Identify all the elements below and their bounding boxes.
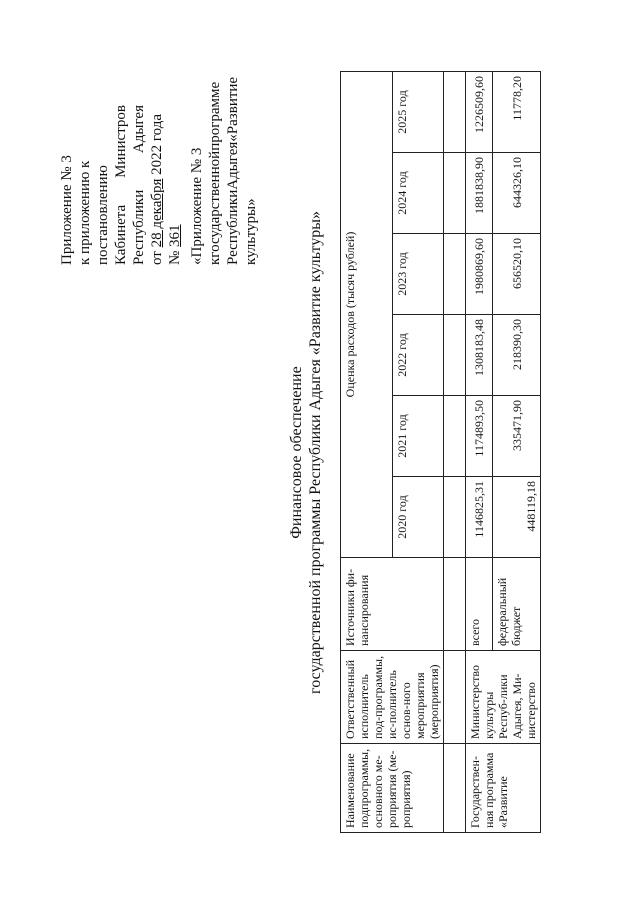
- value-cell: 1980869,60: [466, 234, 493, 315]
- program-line-2-right: программе: [207, 81, 223, 151]
- spacer-cell: [444, 315, 466, 396]
- spacer-cell: [444, 558, 466, 651]
- appendix-line-4-left: Республики: [131, 189, 147, 265]
- appendix-line-3-right: Министров: [113, 105, 129, 178]
- header-year: 2023 год: [392, 234, 444, 315]
- financing-table: [340, 71, 541, 833]
- value-cell: 656520,10: [493, 234, 541, 315]
- spacer-cell: [444, 396, 466, 477]
- appendix-line-4: [130, 105, 148, 265]
- program-line-3-middle: Адыгея: [225, 141, 241, 190]
- decree-prefix: от: [149, 251, 165, 265]
- appendix-header: [58, 105, 184, 265]
- table-row: [466, 72, 493, 833]
- header-year: 2020 год: [392, 477, 444, 558]
- appendix-line-3-left: Кабинета: [113, 204, 129, 265]
- spacer-cell: [444, 477, 466, 558]
- spacer-cell: [444, 234, 466, 315]
- header-estimate: Оценка расходов (тысяч рублей): [341, 72, 393, 558]
- value-cell: 11778,20: [493, 72, 541, 153]
- header-year: 2025 год: [392, 72, 444, 153]
- value-cell: 448119,18: [493, 477, 541, 558]
- value-cell: 1226509,60: [466, 72, 493, 153]
- program-line-2: [206, 81, 224, 265]
- value-cell: 1308183,48: [466, 315, 493, 396]
- appendix-line-3: [112, 105, 130, 265]
- document-title: Финансовое обеспечение: [288, 366, 305, 539]
- value-cell: 218390,30: [493, 315, 541, 396]
- spacer-cell: [444, 651, 466, 744]
- decree-number: 361: [167, 224, 183, 247]
- value-cell: 1174893,50: [466, 396, 493, 477]
- program-header: [188, 76, 260, 265]
- appendix-line-4-right: Адыгея: [131, 105, 147, 154]
- value-cell: 1881838,90: [466, 153, 493, 234]
- source-cell: всего: [466, 558, 493, 651]
- header-year: 2021 год: [392, 396, 444, 477]
- header-year: 2024 год: [392, 153, 444, 234]
- spacer-cell: [444, 153, 466, 234]
- header-source: Источники фи-нансирования: [341, 558, 444, 651]
- decree-date: 28 декабря: [149, 178, 165, 248]
- spacer-cell: [444, 72, 466, 153]
- appendix-line-1: Приложение № 3: [59, 155, 75, 265]
- program-line-1: «Приложение № 3: [189, 147, 205, 265]
- executor-cell: Министерство культуры Респуб-лики Адыгея, Ми-нистерство: [466, 651, 541, 744]
- program-line-3-left: Республики: [225, 189, 241, 265]
- value-cell: 335471,90: [493, 396, 541, 477]
- program-line-2-left: к: [207, 257, 223, 265]
- table-header-row: [341, 72, 393, 833]
- source-cell: федеральный бюджет: [493, 558, 541, 651]
- table-spacer-row: [444, 72, 466, 833]
- program-name-cell: Государствен-ная программа «Развитие: [466, 744, 541, 833]
- appendix-line-5: [148, 105, 184, 265]
- program-line-2-middle: государственной: [207, 150, 223, 258]
- appendix-line-2: к приложению к постановлению: [77, 160, 111, 265]
- spacer-cell: [444, 744, 466, 833]
- program-line-4: культуры»: [243, 198, 259, 265]
- program-line-3: [224, 76, 242, 265]
- header-name: Наименование подпрограммы, основного ме-роприятия (ме-роприятия): [341, 744, 444, 833]
- document-subtitle: государственной программы Республики Адыгея «Развитие культуры»: [307, 211, 324, 694]
- header-year: 2022 год: [392, 315, 444, 396]
- value-cell: 644326,10: [493, 153, 541, 234]
- decree-middle: 2022 года №: [149, 113, 183, 265]
- header-executor: Ответственный исполнитель под-программы, ис-полнитель основ-ного мероприятия (мероприятия): [341, 651, 444, 744]
- value-cell: 1146825,31: [466, 477, 493, 558]
- program-line-3-right: «Развитие: [225, 76, 241, 142]
